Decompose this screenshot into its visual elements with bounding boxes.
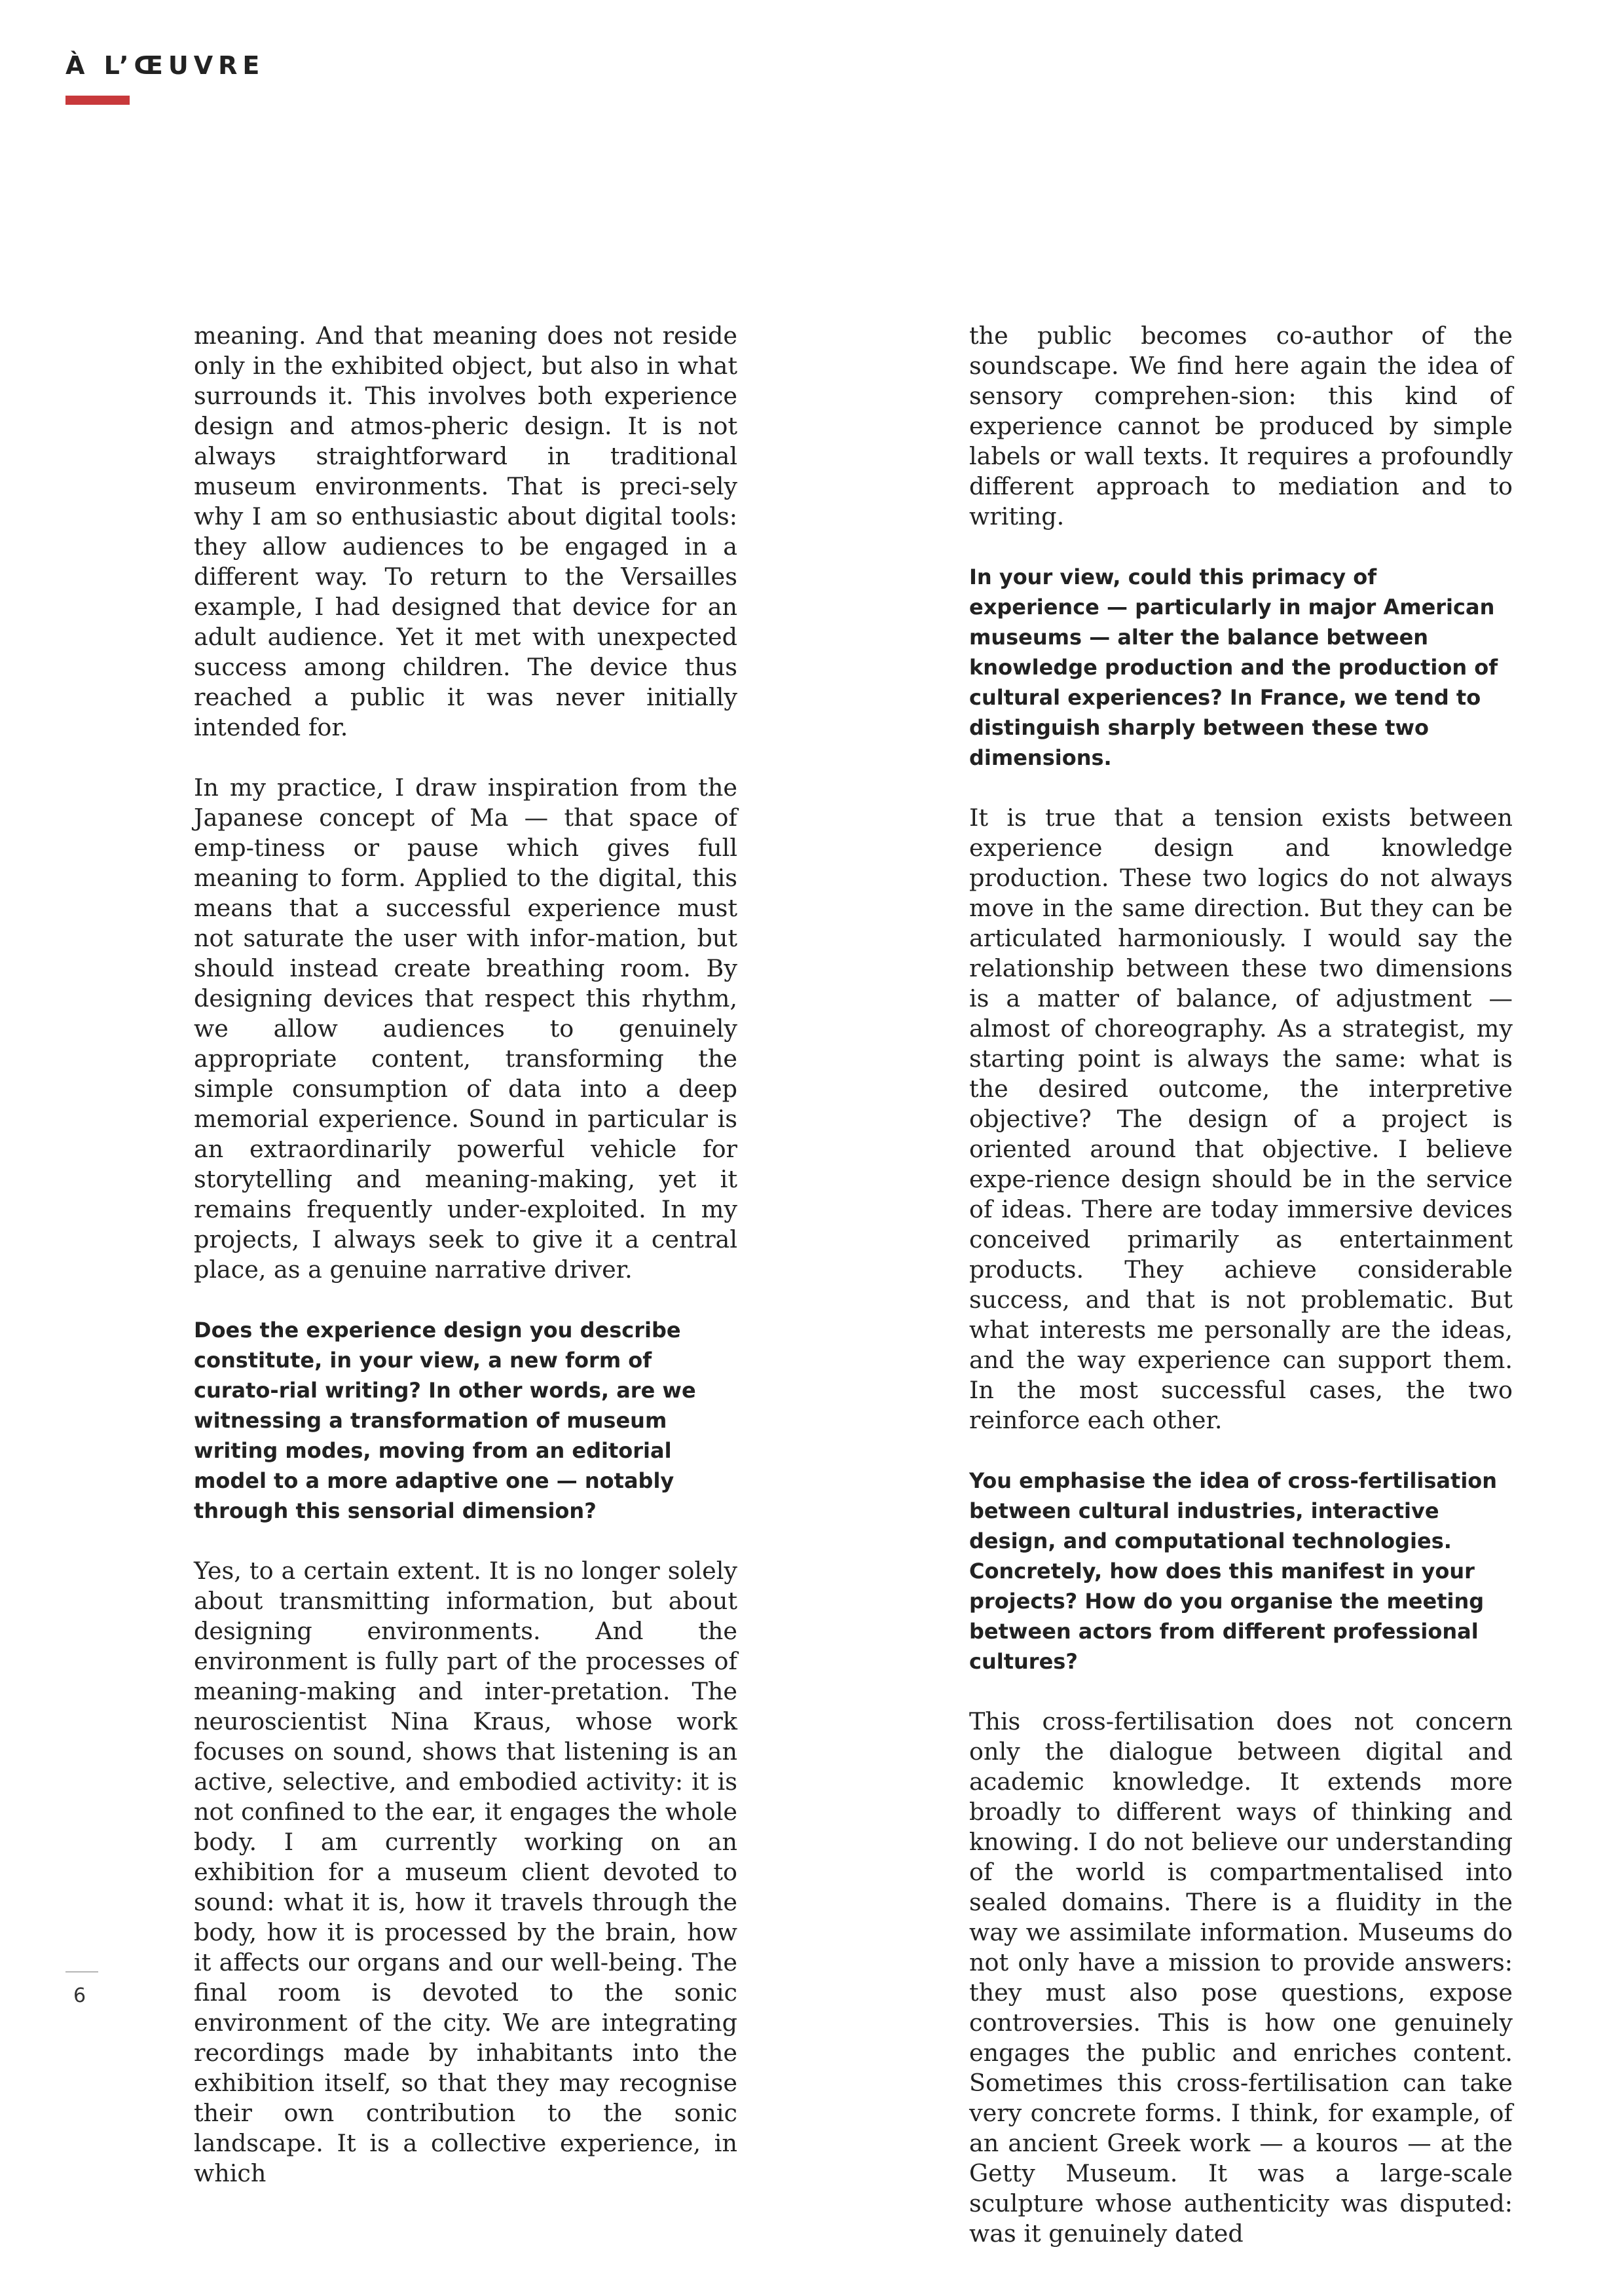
paragraph: This cross-fertilisation does not concern only the dialogue between digital and academic knowledge. It extends more broadly to different ways of thinking and knowing. I do not believe our understanding of the world is compartmentalised into sealed domains. There is a fluidity in the way we assimilate information. Museums do not only have a mission to provide answers: they must also pose questions, expose controversies. This is how one genuinely engages the public and enriches content. Sometimes this cross-fertilisation can take very concrete forms. I think, for example, of an ancient Greek work — a kouros — at the Getty Museum. It was a large-scale sculpture whose authenticity was disputed: was it genuinely dated [969, 1707, 1513, 2248]
interview-question: Does the experience design you describe constitute, in your view, a new form of curato-rial writing? In other words, are we witnessing a transformation of museum writing modes, moving from an editorial model to a more adaptive one — notably through this sensorial dimension? [194, 1318, 696, 1523]
interview-question: You emphasise the idea of cross-fertilisation between cultural industries, interactive design, and computational technologies. Concretely, how does this manifest in your projects? How do you organise the meeting between actors from different professional cultures? [969, 1468, 1498, 1674]
interview-question: In your view, could this primacy of experience — particularly in major American museums — alter the balance between knowledge production and the production of cultural experiences? In France, we tend to distinguish sharply between these two dimensions. [969, 565, 1498, 770]
left-column [194, 321, 737, 2219]
footer-rule [65, 1971, 98, 1973]
paragraph: It is true that a tension exists between experience design and knowledge production. These two logics do not always move in the same direction. But they can be articulated harmoniously. I would say the relationship between these two dimensions is a matter of balance, of adjustment — almost of choreography. As a strategist, my starting point is always the same: what is the desired outcome, the interpretive objective? The design of a project is oriented around that objective. I believe expe-rience design should be in the service of ideas. There are today immersive devices conceived primarily as entertainment products. They achieve considerable success, and that is not problematic. But what interests me personally are the ideas, and the way experience can support them. In the most successful cases, the two reinforce each other. [969, 804, 1513, 1434]
page-number: 6 [73, 1984, 86, 2007]
paragraph: In my practice, I draw inspiration from the Japanese concept of Ma — that space of emp-tiness or pause which gives full meaning to form. Applied to the digital, this means that a successful experience must not saturate the user with infor-mation, but should instead create breathing room. By designing devices that respect this rhythm, we allow audiences to genuinely appropriate content, transforming the simple consumption of data into a deep memorial experience. Sound in particular is an extraordinarily powerful vehicle for storytelling and meaning-making, yet it remains frequently under-exploited. In my projects, I always seek to give it a central place, as a genuine narrative driver. [194, 773, 737, 1284]
paragraph: meaning. And that meaning does not reside only in the exhibited object, but also in what surrounds it. This involves both experience design and atmos-pheric design. It is not always straightforward in traditional museum environments. That is preci-sely why I am so enthusiastic about digital tools: they allow audiences to be engaged in a different way. To return to the Versailles example, I had designed that device for an adult audience. Yet it met with unexpected success among children. The device thus reached a public it was never initially intended for. [194, 322, 737, 741]
paragraph: Yes, to a certain extent. It is no longer solely about transmitting information, but about designing environments. And the environment is fully part of the processes of meaning-making and inter-pretation. The neuroscientist Nina Kraus, whose work focuses on sound, shows that listening is an active, selective, and embodied activity: it is not confined to the ear, it engages the whole body. I am currently working on an exhibition for a museum client devoted to sound: what it is, how it travels through the body, how it is processed by the brain, how it affects our organs and our well-being. The final room is devoted to the sonic environment of the city. We are integrating recordings made by inhabitants into the exhibition itself, so that they may recognise their own contribution to the sonic landscape. It is a collective experience, in which [194, 1557, 737, 2187]
right-column [969, 321, 1513, 2279]
section-label: À L’ŒUVRE [65, 51, 265, 80]
paragraph: the public becomes co-author of the soundscape. We find here again the idea of sensory comprehen-sion: this kind of experience cannot be produced by simple labels or wall texts. It requires a profoundly different approach to mediation and to writing. [969, 322, 1513, 530]
section-accent-bar [65, 96, 130, 105]
